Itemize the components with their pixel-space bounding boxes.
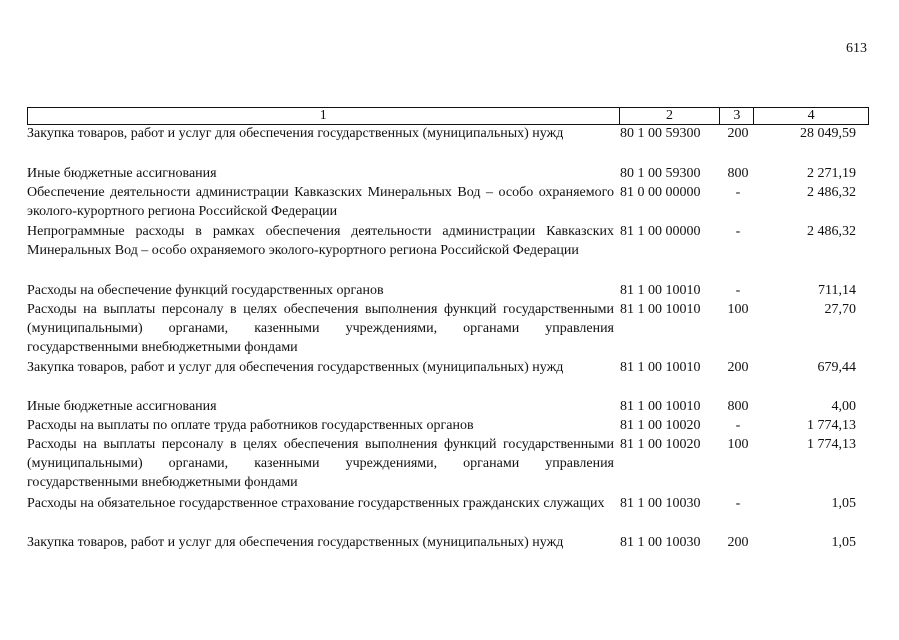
row-type: 100: [727, 437, 749, 452]
budget-table: [27, 107, 869, 550]
row-type: 200: [727, 535, 749, 550]
row-name: Расходы на обязательное государственное страхование государственных гражданских служащих: [27, 496, 605, 511]
table-row: [27, 164, 869, 183]
row-amount: 2 486,32: [807, 224, 856, 239]
row-type: 800: [727, 166, 749, 181]
row-amount: 1,05: [831, 535, 856, 550]
row-amount: 679,44: [817, 360, 856, 375]
row-type: -: [735, 418, 741, 433]
row-code: 81 1 00 00000: [620, 224, 701, 239]
row-name: Иные бюджетные ассигнования: [27, 399, 217, 414]
table-row: [27, 416, 869, 435]
row-amount: 28 049,59: [800, 126, 856, 141]
row-amount: 1 774,13: [807, 437, 856, 452]
row-name: Расходы на выплаты персоналу в целях обеспечения выполнения функций государственными (муниципальными) органами, казенными учреждениями, органами управления государственными внебюджетными фондами: [27, 437, 614, 490]
row-name: Иные бюджетные ассигнования: [27, 166, 217, 181]
table-row: [27, 494, 869, 513]
table-row: [27, 435, 869, 492]
row-amount: 1,05: [831, 496, 856, 511]
row-code: 81 1 00 10030: [620, 535, 701, 550]
row-amount: 27,70: [824, 302, 856, 317]
row-name: Обеспечение деятельности администрации Кавказских Минеральных Вод – особо охраняемого эколого-курортного региона Российской Федерации: [27, 185, 614, 219]
row-name: Расходы на обеспечение функций государственных органов: [27, 283, 384, 298]
row-code: 81 1 00 10010: [620, 302, 701, 317]
table-row: [27, 281, 869, 300]
row-name: Расходы на выплаты персоналу в целях обеспечения выполнения функций государственными (муниципальными) органами, казенными учреждениями, органами управления государственными внебюджетными фондами: [27, 302, 614, 355]
table-row: [27, 533, 869, 552]
row-code: 80 1 00 59300: [620, 166, 701, 181]
column-header-1: 1: [28, 108, 620, 124]
row-name: Расходы на выплаты по оплате труда работников государственных органов: [27, 418, 474, 433]
row-name: Закупка товаров, работ и услуг для обеспечения государственных (муниципальных) нужд: [27, 535, 564, 550]
row-amount: 2 271,19: [807, 166, 856, 181]
row-type: 100: [727, 302, 749, 317]
row-amount: 711,14: [818, 283, 856, 298]
row-name: Непрограммные расходы в рамках обеспечения деятельности администрации Кавказских Минеральных Вод – особо охраняемого эколого-курортного региона Российской Федерации: [27, 224, 614, 258]
row-amount: 2 486,32: [807, 185, 856, 200]
row-code: 81 1 00 10010: [620, 283, 701, 298]
row-type: 200: [727, 360, 749, 375]
row-code: 80 1 00 59300: [620, 126, 701, 141]
column-header-2: 2: [620, 108, 721, 124]
row-type: -: [735, 283, 741, 298]
table-row: [27, 397, 869, 416]
row-code: 81 1 00 10020: [620, 418, 701, 433]
table-header-row: [27, 107, 869, 125]
row-type: 800: [727, 399, 749, 414]
table-row: [27, 222, 869, 260]
page-number: 613: [846, 41, 867, 56]
row-code: 81 1 00 10010: [620, 399, 701, 414]
table-row: [27, 124, 869, 143]
table-row: [27, 358, 869, 377]
row-name: Закупка товаров, работ и услуг для обеспечения государственных (муниципальных) нужд: [27, 360, 564, 375]
row-type: -: [735, 496, 741, 511]
row-name: Закупка товаров, работ и услуг для обеспечения государственных (муниципальных) нужд: [27, 126, 564, 141]
row-type: -: [735, 185, 741, 200]
row-code: 81 1 00 10020: [620, 437, 701, 452]
table-row: [27, 300, 869, 357]
row-code: 81 1 00 10030: [620, 496, 701, 511]
row-amount: 4,00: [831, 399, 856, 414]
column-header-4: 4: [807, 108, 815, 123]
row-code: 81 0 00 00000: [620, 185, 701, 200]
row-type: 200: [727, 126, 749, 141]
row-amount: 1 774,13: [807, 418, 856, 433]
row-code: 81 1 00 10010: [620, 360, 701, 375]
row-type: -: [735, 224, 741, 239]
column-header-3: 3: [720, 108, 754, 124]
table-row: [27, 183, 869, 221]
